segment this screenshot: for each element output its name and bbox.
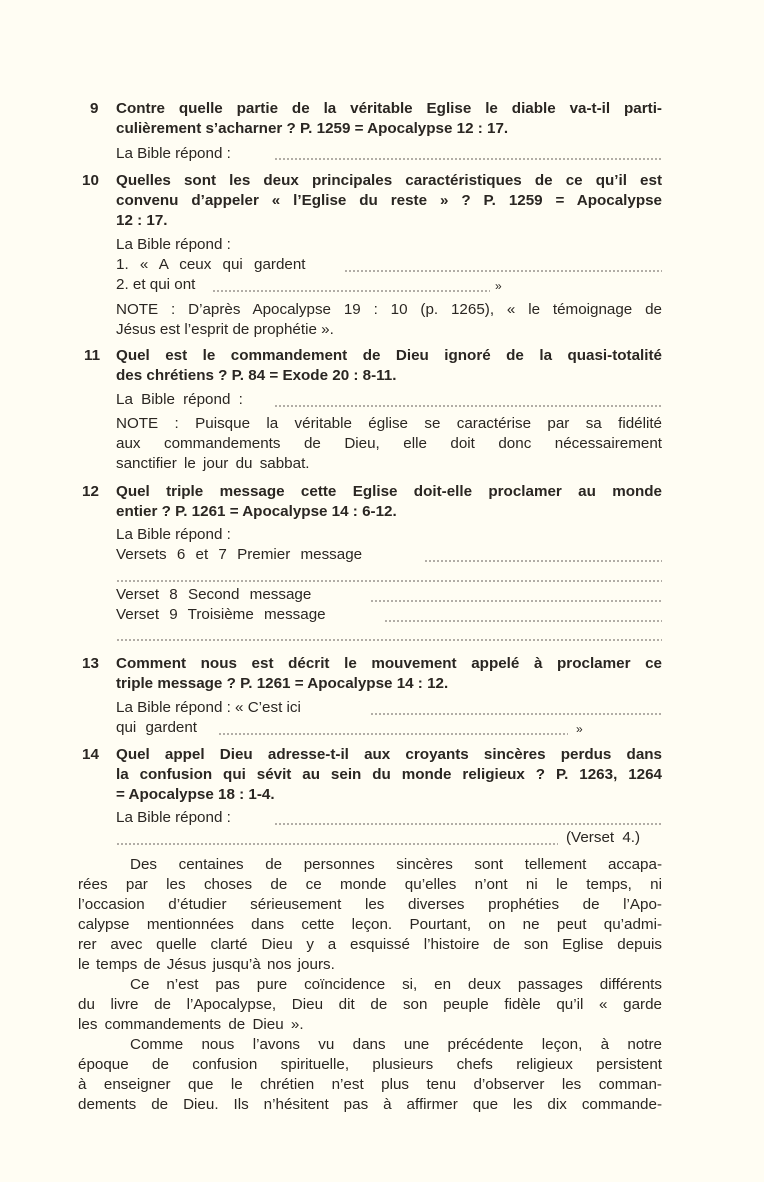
answer-blank[interactable]	[424, 560, 662, 562]
answer-blank[interactable]	[370, 600, 662, 602]
question-text: Quel est le commandement de Dieu ignoré de la quasi-totalité	[116, 347, 662, 364]
paragraph-line: rées par les choses de ce monde qu’elles n’ont ni le temps, ni	[78, 876, 662, 893]
paragraph-line: Ce n’est pas pure coïncidence si, en deux passages différents	[130, 976, 662, 993]
paragraph-line: Comme nous l’avons vu dans une précédente leçon, à notre	[130, 1036, 662, 1053]
verse-reference: (Verset 4.)	[566, 829, 641, 846]
paragraph-line: le temps de Jésus jusqu’à nos jours.	[78, 956, 335, 973]
question-text: Quelles sont les deux principales caractéristiques de ce qu’il est	[116, 172, 662, 189]
answer-item-2: qui gardent	[116, 719, 197, 736]
note-text: NOTE : D’après Apocalypse 19 : 10 (p. 1265), « le témoignage de	[116, 301, 662, 318]
note-text: NOTE : Puisque la véritable église se caractérise par sa fidélité	[116, 415, 662, 432]
answer-blank[interactable]	[116, 580, 662, 582]
question-number: 14	[82, 746, 99, 763]
paragraph-line: à enseigner que le chrétien n’est plus tenu d’observer les comman-	[78, 1076, 662, 1093]
paragraph-line: calypse mentionnées dans cette leçon. Pourtant, on ne peut qu’admi-	[78, 916, 662, 933]
answer-blank[interactable]	[116, 639, 662, 641]
answer-blank[interactable]	[274, 405, 662, 407]
paragraph-line: Des centaines de personnes sincères sont tellement accapa-	[130, 856, 662, 873]
paragraph-line: l’occasion d’étudier sérieusement les diverses prophéties de l’Apo-	[78, 896, 662, 913]
note-text: sanctifier le jour du sabbat.	[116, 455, 310, 472]
paragraph-line: dements de Dieu. Ils n’hésitent pas à affirmer que les dix commande-	[78, 1096, 662, 1113]
question-number: 9	[90, 100, 99, 117]
question-text: Comment nous est décrit le mouvement appelé à proclamer ce	[116, 655, 662, 672]
question-text: 12 : 17.	[116, 212, 168, 229]
question-text: = Apocalypse 18 : 1-4.	[116, 786, 275, 803]
question-text: Quel triple message cette Eglise doit-elle proclamer au monde	[116, 483, 662, 500]
question-text: la confusion qui sévit au sein du monde religieux ? P. 1263, 1264	[116, 766, 662, 783]
answer-blank[interactable]	[370, 713, 662, 715]
answer-label: La Bible répond :	[116, 145, 231, 162]
answer-label: La Bible répond : « C’est ici	[116, 699, 301, 716]
question-text: triple message ? P. 1261 = Apocalypse 14 : 12.	[116, 675, 449, 692]
verse-label-2: Verset 8 Second message	[116, 586, 312, 603]
question-text: des chrétiens ? P. 84 = Exode 20 : 8-11.	[116, 367, 397, 384]
answer-blank[interactable]	[344, 270, 662, 272]
paragraph-line: époque de confusion spirituelle, plusieurs chefs religieux persistent	[78, 1056, 662, 1073]
answer-blank[interactable]	[274, 823, 662, 825]
question-number: 11	[84, 347, 101, 364]
paragraph-line: les commandements de Dieu ».	[78, 1016, 304, 1033]
question-number: 10	[82, 172, 99, 189]
question-text: convenu d’appeler « l’Eglise du reste » ? P. 1259 = Apocalypse	[116, 192, 662, 209]
answer-blank[interactable]	[116, 843, 558, 845]
answer-label: La Bible répond :	[116, 526, 231, 543]
note-text: Jésus est l’esprit de prophétie ».	[116, 321, 334, 338]
question-text: Quel appel Dieu adresse-t-il aux croyants sincères perdus dans	[116, 746, 662, 763]
answer-blank[interactable]	[384, 620, 662, 622]
question-number: 12	[82, 483, 99, 500]
closing-quote: »	[495, 279, 502, 293]
answer-label: La Bible répond :	[116, 236, 231, 253]
question-number: 13	[82, 655, 99, 672]
closing-quote: »	[576, 722, 583, 736]
question-text: entier ? P. 1261 = Apocalypse 14 : 6-12.	[116, 503, 397, 520]
answer-blank[interactable]	[218, 733, 568, 735]
paragraph-line: du livre de l’Apocalypse, Dieu dit de son peuple fidèle qu’il « garde	[78, 996, 662, 1013]
answer-blank[interactable]	[212, 290, 490, 292]
answer-blank[interactable]	[274, 158, 662, 160]
verse-label-3: Verset 9 Troisième message	[116, 606, 326, 623]
note-text: aux commandements de Dieu, elle doit donc nécessairement	[116, 435, 662, 452]
answer-item-1: 1. « A ceux qui gardent	[116, 256, 306, 273]
paragraph-line: rer avec quelle clarté Dieu y a esquissé l’histoire de son Eglise depuis	[78, 936, 662, 953]
question-text: culièrement s’acharner ? P. 1259 = Apocalypse 12 : 17.	[116, 120, 509, 137]
question-text: Contre quelle partie de la véritable Eglise le diable va-t-il parti-	[116, 100, 662, 117]
answer-label: La Bible répond :	[116, 809, 231, 826]
verse-label-1: Versets 6 et 7 Premier message	[116, 546, 363, 563]
answer-label: La Bible répond :	[116, 391, 243, 408]
answer-item-2: 2. et qui ont	[116, 276, 196, 293]
